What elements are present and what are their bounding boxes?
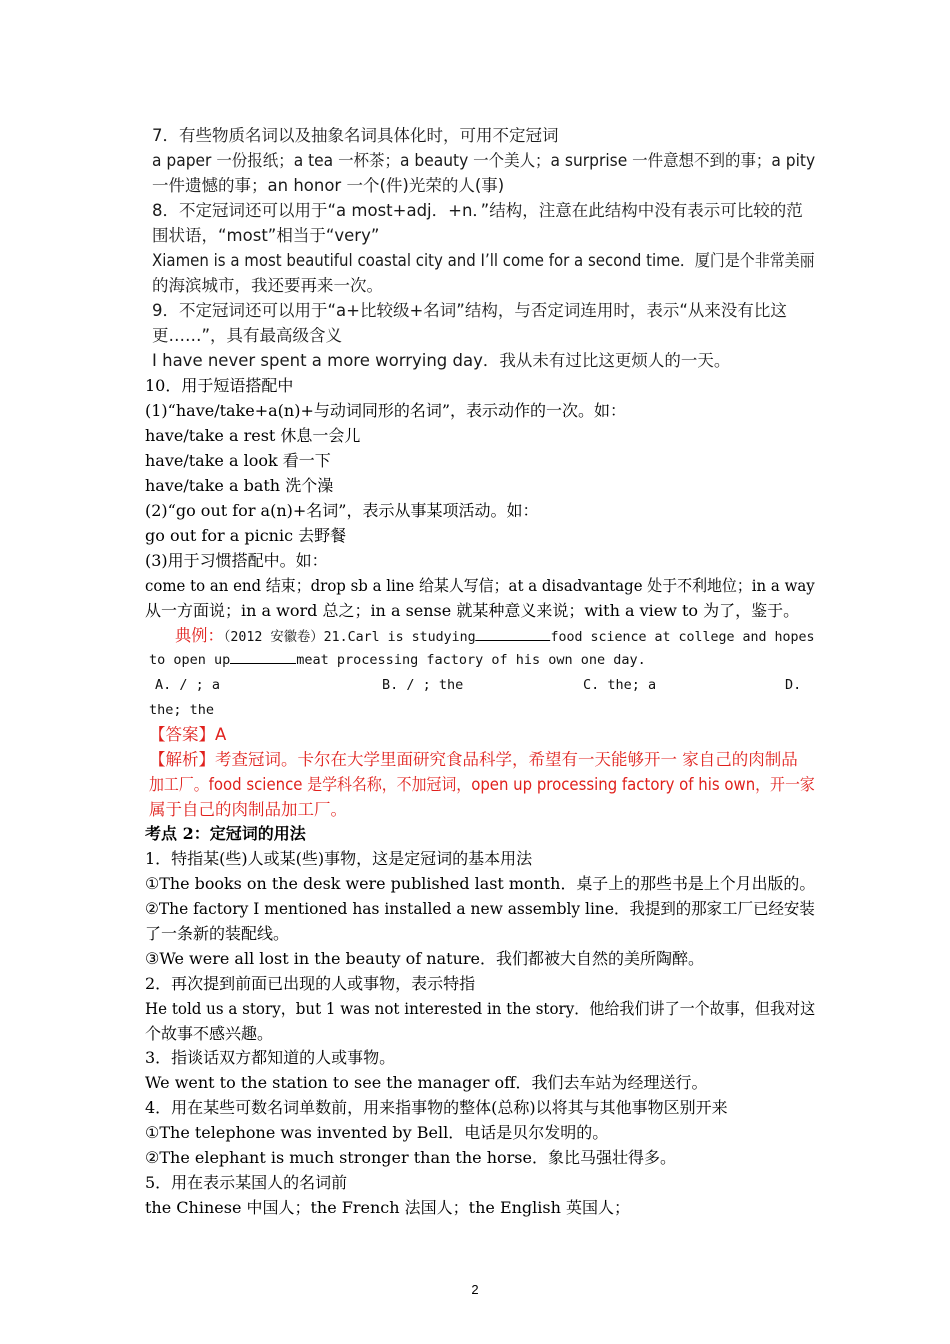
text-line: 一件遗憾的事；an honor 一个(件)光荣的人(事) <box>152 176 505 195</box>
text-line: 5．用在表示某国人的名词前 <box>145 1173 348 1192</box>
option-d: D. <box>785 677 802 693</box>
text-line: Xiamen is a most beautiful coastal city and I’ll come for a second time．厦门是个非常美丽 <box>152 251 815 270</box>
option-b: B. / ; the <box>382 677 464 693</box>
text-line: (2)“go out for a(n)+名词”，表示从事某项活动。如： <box>145 501 539 520</box>
text-line: ②The factory I mentioned has installed a new assembly line．我提到的那家工厂已经安装 <box>145 899 815 918</box>
text-line: the Chinese 中国人；the French 法国人；the English 英国人； <box>145 1198 631 1217</box>
page-number: 2 <box>471 1282 479 1297</box>
text-line: come to an end 结束；drop sb a line 给某人写信；at a disadvantage 处于不利地位；in a way <box>145 576 815 595</box>
example-options <box>0 673 950 698</box>
text-line: 1．特指某(些)人或某(些)事物，这是定冠词的基本用法 <box>145 849 533 868</box>
text-line: 9．不定冠词还可以用于“a+比较级+名词”结构，与否定词连用时，表示“从来没有比这 <box>152 301 787 320</box>
option-c: C. the; a <box>583 677 657 693</box>
text-line: 围状语，“most”相当于“very” <box>152 226 380 245</box>
text-line: He told us a story，but 1 was not interested in the story．他给我们讲了一个故事，但我对这 <box>145 999 816 1018</box>
text-line: 10．用于短语搭配中 <box>145 376 294 395</box>
text-line: ②The elephant is much stronger than the horse．象比马强壮得多。 <box>145 1148 676 1167</box>
text-line: (3)用于习惯搭配中。如： <box>145 551 328 570</box>
option-a: A. / ; a <box>155 677 221 693</box>
example-text: meat processing factory of his own one day. <box>296 652 646 668</box>
text-line: 4．用在某些可数名词单数前，用来指事物的整体(总称)以将其与其他事物区别开来 <box>145 1098 728 1117</box>
section-title: 考点 2：定冠词的用法 <box>145 824 306 843</box>
text-line: 了一条新的装配线。 <box>145 924 290 943</box>
analysis-line: 【解析】考查冠词。卡尔在大学里面研究食品科学，希望有一天能够开一 家自己的肉制品 <box>149 750 798 769</box>
example-text: to open up <box>149 652 231 668</box>
text-line: ①The telephone was invented by Bell．电话是贝尔发明的。 <box>145 1123 609 1142</box>
answer-blank <box>230 648 296 664</box>
text-line: ③We were all lost in the beauty of nature．我们都被大自然的美所陶醉。 <box>145 949 704 968</box>
text-line: (1)“have/take+a(n)+与动词同形的名词”，表示动作的一次。如： <box>145 401 627 420</box>
answer-blank <box>476 625 551 641</box>
text-line: have/take a bath 洗个澡 <box>145 476 334 495</box>
text-line: We went to the station to see the manager off．我们去车站为经理送行。 <box>145 1073 708 1092</box>
option-d-text: the; the <box>149 702 215 718</box>
analysis-line: 属于自己的肉制品加工厂。 <box>149 800 347 819</box>
text-line: 更……”，具有最高级含义 <box>152 326 343 345</box>
text-line: 8．不定冠词还可以用于“a most+adj．+n．”结构，注意在此结构中没有表示可比较的范 <box>152 201 803 220</box>
example-label: 典例： <box>175 626 224 645</box>
text-line: 7．有些物质名词以及抽象名词具体化时，可用不定冠词 <box>152 126 559 145</box>
text-line: I have never spent a more worrying day．我从未有过比这更烦人的一天。 <box>152 351 731 370</box>
text-line: 从一方面说；in a word 总之；in a sense 就某种意义来说；with a view to 为了，鉴于。 <box>145 601 800 620</box>
text-line: have/take a rest 休息一会儿 <box>145 426 361 445</box>
text-line: 2．再次提到前面已出现的人或事物，表示特指 <box>145 974 476 993</box>
text-line: go out for a picnic 去野餐 <box>145 526 347 545</box>
analysis-line: 加工厂。food science 是学科名称，不加冠词，open up processing factory of his own，开一家 <box>149 775 815 794</box>
text-line: 个故事不感兴趣。 <box>145 1024 274 1043</box>
text-line: a paper 一份报纸；a tea 一杯茶；a beauty 一个美人；a surprise 一件意想不到的事；a pity <box>152 151 816 170</box>
example-source: （2012 安徽卷）21.Carl is studying <box>223 629 476 645</box>
answer-line: 【答案】A <box>149 725 227 744</box>
text-line: have/take a look 看一下 <box>145 451 331 470</box>
text-line: 的海滨城市，我还要再来一次。 <box>152 276 383 295</box>
text-line: ①The books on the desk were published last month．桌子上的那些书是上个月出版的。 <box>145 874 816 893</box>
text-line: 3．指谈话双方都知道的人或事物。 <box>145 1048 396 1067</box>
example-line-1 <box>175 623 815 648</box>
example-line-2 <box>149 648 646 673</box>
example-text: food science at college and hopes <box>550 629 815 645</box>
